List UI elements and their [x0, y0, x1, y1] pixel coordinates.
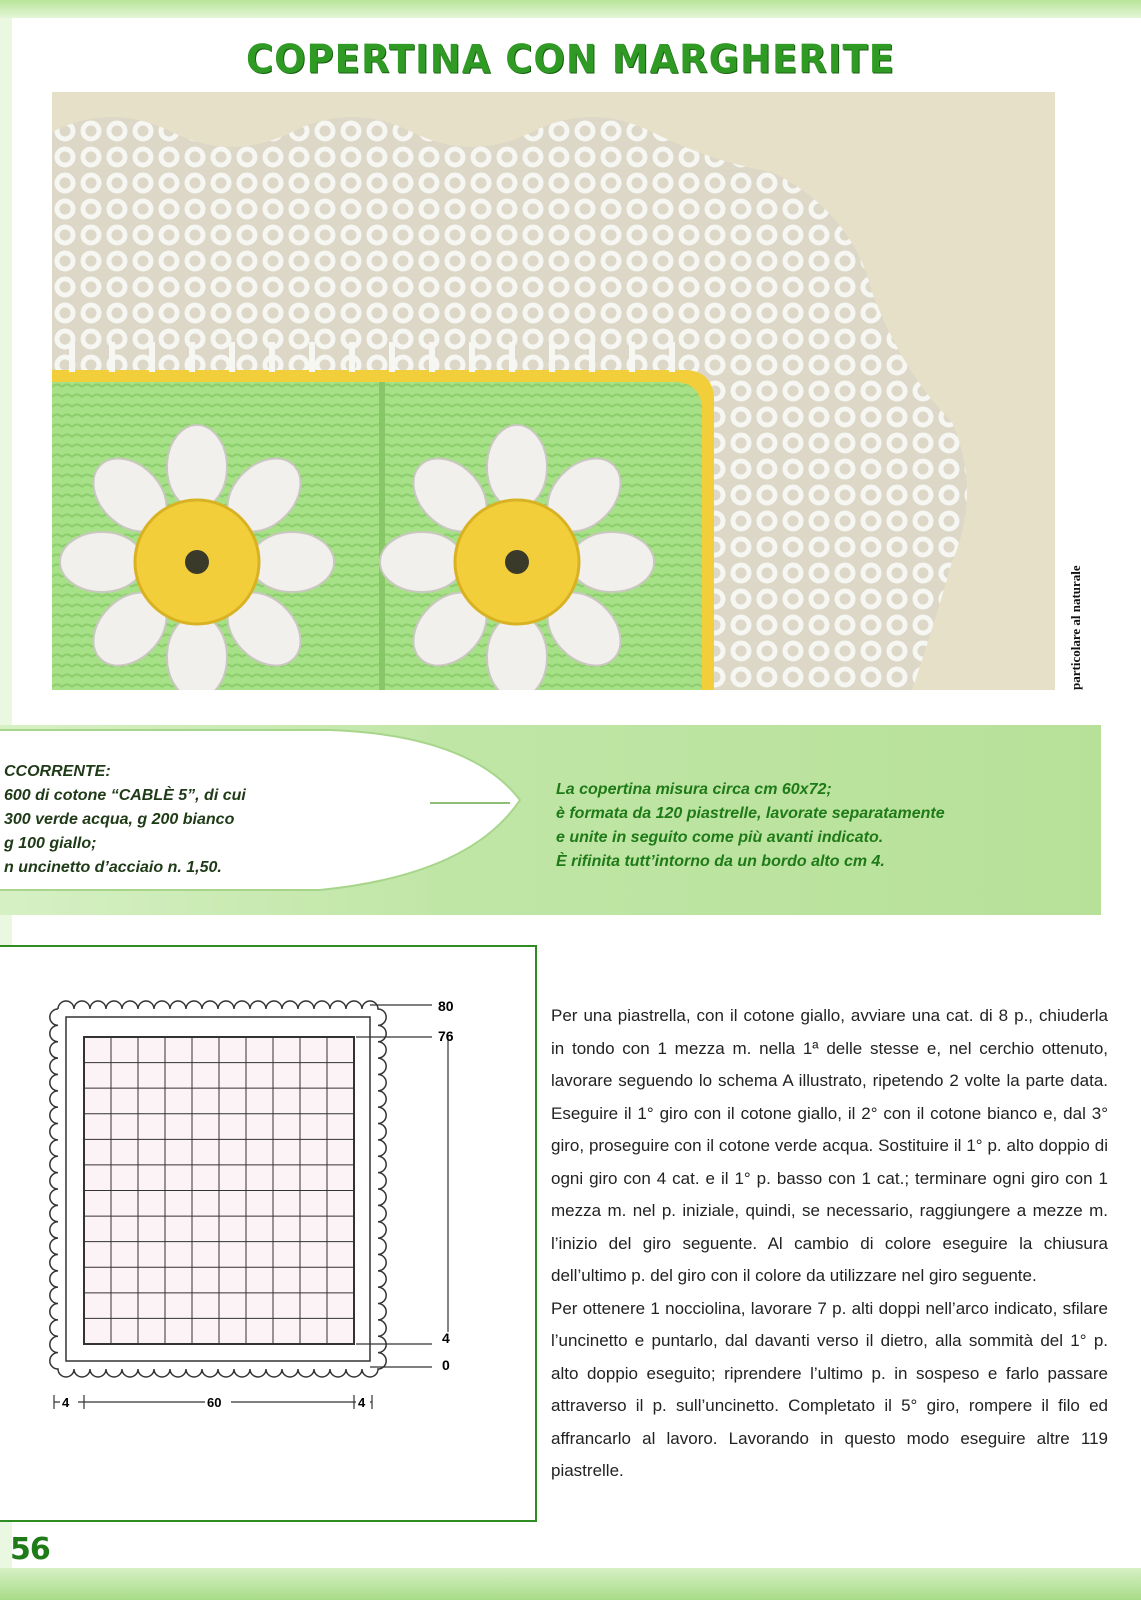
instructions-paragraph: Per una piastrella, con il cotone giallo, avviare una cat. di 8 p., chiuderla in tondo con 1 mezza m. nella 1ª delle stesse e, nel cerchio ottenuto, lavorare seguendo lo schema A illustrato, ripetendo 2 volte la parte data. Eseguire il 1° giro con il cotone giallo, il 2° con il cotone bianco e, dal 3° giro, proseguire con il cotone verde acqua. Sostituire il 1° p. alto doppio di ogni giro con 4 cat. e il 1° p. basso con 1 cat.; terminare ogni giro con 1 mezza m. nel p. iniziale, quindi, se necessario, raggiungere a mezze m. l’inizio del giro seguente. Al cambio di colore eseguire la chiusura dell’ultimo p. del giro con il colore da utilizzare nel giro seguente.: [551, 1006, 1108, 1285]
materials-line: n uncinetto d’acciaio n. 1,50.: [4, 859, 222, 876]
summary-line: e unite in seguito come più avanti indicato.: [556, 829, 884, 846]
summary-line: è formata da 120 piastrelle, lavorate separatamente: [556, 805, 945, 822]
bottom-decorative-strip: [0, 1568, 1141, 1600]
page-title: COPERTINA CON MARGHERITE: [245, 36, 896, 83]
label-80: 80: [438, 998, 454, 1014]
label-4-left: 4: [62, 1395, 70, 1410]
top-decorative-strip: [0, 0, 1141, 18]
materials-line: g 100 giallo;: [4, 835, 97, 852]
materials-line: 600 di cotone “CABLÈ 5”, di cui: [4, 787, 246, 804]
blanket-schematic: [0, 945, 537, 1522]
summary-line: È rifinita tutt’intorno da un bordo alto cm 4.: [556, 853, 885, 870]
page-number: 56: [10, 1532, 50, 1567]
materials-line: 300 verde acqua, g 200 bianco: [4, 811, 235, 828]
label-0: 0: [442, 1357, 450, 1373]
label-4-right: 4: [442, 1330, 450, 1346]
project-summary: [556, 778, 1076, 874]
photo-caption: particolare al naturale: [1068, 565, 1083, 690]
summary-line: La copertina misura circa cm 60x72;: [556, 781, 832, 798]
schematic-drawing: [0, 947, 535, 1520]
materials-line: CCORRENTE:: [4, 763, 111, 780]
label-76: 76: [438, 1028, 454, 1044]
label-4-bottom-right: 4: [358, 1395, 366, 1410]
photo-illustration: [52, 92, 1055, 690]
materials-list: [4, 760, 334, 880]
instructions-paragraph: Per ottenere 1 nocciolina, lavorare 7 p. alti doppi nell’arco indicato, sfilare l’uncinetto e puntarlo, dal davanti verso il dietro, alla sommità del 1° p. alto doppio eseguito; riprendere l’ultimo p. in sospeso e farlo passare attraverso il p. sull’uncinetto. Completato il 5° giro, rompere il filo ed affrancarlo al lavoro. Lavorando in questo modo eseguire altre 119 piastrelle.: [551, 1298, 1108, 1480]
label-60: 60: [207, 1395, 222, 1410]
instructions-text: [551, 1000, 1108, 1488]
crochet-blanket-photo: [52, 92, 1055, 690]
